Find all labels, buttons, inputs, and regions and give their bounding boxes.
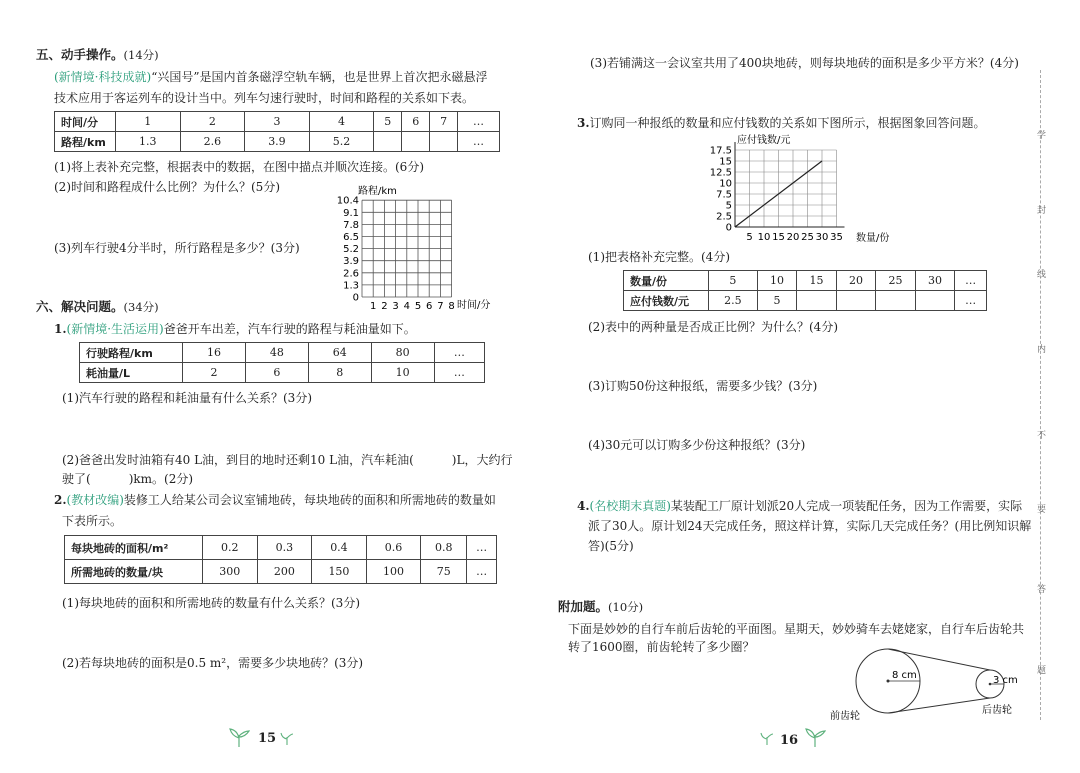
- grid-y-tick: 0: [352, 292, 359, 304]
- table-cell: 2.5: [709, 291, 758, 311]
- table-cell: 4: [309, 112, 374, 132]
- question-text: (2)表中的两种量是否成正比例？为什么？(4分): [588, 320, 838, 334]
- section5-intro-2: 技术应用于客运列车的设计当中。列车匀速行驶时，时间和路程的关系如下表。: [54, 91, 475, 105]
- table-cell: 100: [366, 560, 421, 584]
- front-radius-label: 8 cm: [892, 670, 917, 681]
- section6-title: 六、解决问题。(34分): [36, 299, 159, 314]
- chart-y-tick: 5: [725, 200, 732, 212]
- question-text: (2)若每块地砖的面积是0.5 m²，需要多少块地砖？(3分): [62, 656, 364, 670]
- table-cell: 0.3: [257, 536, 312, 560]
- table-cell: [797, 291, 837, 311]
- table-row-header: 所需地砖的数量/块: [65, 560, 203, 584]
- table-cell: …: [467, 536, 497, 560]
- sprout-icon: [760, 730, 774, 746]
- table-cell: …: [955, 271, 987, 291]
- table-cell: 2: [183, 363, 246, 383]
- table-row: [65, 560, 497, 584]
- question-text: (1)每块地砖的面积和所需地砖的数量有什么关系？(3分): [62, 596, 360, 610]
- chart-ylabel: 应付钱数/元: [737, 135, 791, 146]
- problem-2-text: 下表所示。: [62, 514, 123, 528]
- table-cell: 1: [116, 112, 181, 132]
- chart-x-tick: 5: [746, 232, 753, 243]
- binding-char: 不: [1037, 431, 1047, 441]
- table-cell: …: [467, 560, 497, 584]
- table-cell: 3: [245, 112, 310, 132]
- problem-2: 2.(教材改编)装修工人给某公司会议室铺地砖，每块地砖的面积和所需地砖的数量如: [54, 493, 496, 507]
- table-row-header: 应付钱数/元: [624, 291, 709, 311]
- chart-y-tick: 10: [719, 178, 732, 190]
- table-cell: 10: [371, 363, 434, 383]
- newspaper-table: [623, 270, 987, 311]
- grid-x-tick: 6: [426, 301, 433, 312]
- grid-x-tick: 1: [370, 301, 377, 312]
- question-text: (2)时间和路程成什么比例？为什么？(5分): [54, 180, 280, 194]
- table-cell: 5: [757, 291, 797, 311]
- question-text: (3)若铺满这一会议室共用了400块地砖，则每块地砖的面积是多少平方米？(4分): [590, 56, 1019, 70]
- table-cell: 150: [312, 560, 367, 584]
- question-text: 驶了( )km。(2分): [62, 472, 194, 486]
- gear-diagram: [820, 648, 1035, 726]
- grid-y-tick: 1.3: [343, 280, 359, 292]
- grid-x-tick: 8: [448, 301, 455, 312]
- table-cell: 30: [915, 271, 955, 291]
- grid-y-tick: 10.4: [336, 195, 359, 207]
- problem-4-text: 答)(5分): [588, 539, 634, 553]
- binding-char: 题: [1037, 666, 1047, 676]
- table-row: [55, 132, 500, 152]
- problem-4-text: 派了30人。原计划24天完成任务，照这样计算，实际几天完成任务？(用比例知识解: [588, 519, 1032, 533]
- chart-x-tick: 10: [757, 232, 771, 243]
- grid-x-ticks: [370, 301, 455, 312]
- table-cell: 15: [797, 271, 837, 291]
- binding-char: 线: [1037, 270, 1047, 280]
- table-cell: [402, 132, 430, 152]
- table-cell: 200: [257, 560, 312, 584]
- table-cell: …: [434, 343, 484, 363]
- grid-x-tick: 3: [392, 301, 399, 312]
- grid-y-tick: 3.9: [343, 256, 359, 268]
- table-cell: 20: [836, 271, 876, 291]
- question-text: (1)将上表补充完整，根据表中的数据，在图中描点并顺次连接。(6分): [54, 160, 424, 174]
- grid-x-tick: 4: [403, 301, 410, 312]
- table-cell: 2: [180, 112, 245, 132]
- table-cell: 5: [709, 271, 758, 291]
- chart-x-tick: 35: [830, 232, 843, 243]
- table-row: [65, 536, 497, 560]
- table-cell: …: [458, 132, 500, 152]
- table-cell: 75: [421, 560, 467, 584]
- table-cell: 1.3: [116, 132, 181, 152]
- table-cell: 6: [245, 363, 308, 383]
- extra-text: 下面是妙妙的自行车前后齿轮的平面图。星期天，妙妙骑车去姥姥家，自行车后齿轮共: [568, 622, 1025, 636]
- chart-x-tick: 30: [815, 232, 829, 243]
- chart-y-tick: 12.5: [709, 167, 732, 179]
- table-cell: [374, 132, 402, 152]
- table-cell: …: [955, 291, 987, 311]
- grid-xlabel: 时间/分: [457, 300, 491, 311]
- grid-y-tick: 2.6: [343, 268, 359, 280]
- table-row-header: 行驶路程/km: [80, 343, 183, 363]
- section5-intro: (新情境·科技成就)“兴国号”是国内首条磁浮空轨车辆，也是世界上首次把永磁悬浮: [54, 70, 488, 84]
- page-number: 16: [780, 733, 799, 748]
- table-row-header: 每块地砖的面积/m²: [65, 536, 203, 560]
- chart-x-tick: 25: [801, 232, 814, 243]
- problem-4: 4.(名校期末真题)某装配工厂原计划派20人完成一项装配任务，因为工作需要，实际: [577, 499, 1023, 513]
- table-cell: [430, 132, 458, 152]
- problem-3: 3.订购同一种报纸的数量和应付钱数的关系如下图所示，根据图象回答问题。: [577, 116, 986, 130]
- grid-x-tick: 2: [381, 301, 388, 312]
- table-cell: 5.2: [309, 132, 374, 152]
- table-row-header: 数量/份: [624, 271, 709, 291]
- chart-y-tick: 2.5: [716, 211, 732, 223]
- chart-y-tick: 15: [719, 156, 732, 168]
- price-chart: [702, 130, 912, 244]
- sprout-icon: [804, 726, 826, 748]
- grid-y-tick: 7.8: [343, 219, 359, 231]
- binding-char: 答: [1037, 585, 1047, 595]
- grid-y-tick: 6.5: [343, 232, 359, 243]
- question-text: (2)爸爸出发时油箱有40 L油，到目的地时还剩10 L油，汽车耗油( )L，大约行: [62, 453, 513, 467]
- table-cell: 48: [245, 343, 308, 363]
- grid-ylabel: 路程/km: [358, 186, 397, 197]
- table-cell: [876, 291, 916, 311]
- rear-gear-label: 后齿轮: [982, 705, 1012, 716]
- table-row: [55, 112, 500, 132]
- binding-line: [1040, 70, 1041, 720]
- grid-y-tick: 5.2: [343, 244, 359, 256]
- table-cell: 7: [430, 112, 458, 132]
- section5-title: 五、动手操作。(14分): [36, 47, 159, 62]
- problem-1: 1.(新情境·生活运用)爸爸开车出差，汽车行驶的路程与耗油量如下。: [54, 322, 416, 336]
- chart-x-ticks: [746, 232, 843, 243]
- table-cell: 0.2: [203, 536, 258, 560]
- chart-y-tick: 7.5: [716, 189, 732, 201]
- extra-title: 附加题。(10分): [558, 599, 644, 614]
- grid-y-tick: 9.1: [343, 207, 359, 219]
- table-cell: 5: [374, 112, 402, 132]
- table-cell: [915, 291, 955, 311]
- table-row: [624, 271, 987, 291]
- table-row: [624, 291, 987, 311]
- chart-x-tick: 20: [786, 232, 800, 243]
- table-row: [80, 363, 485, 383]
- sprout-icon: [280, 730, 294, 746]
- blank-grid-chart: [325, 180, 510, 312]
- table-cell: 0.8: [421, 536, 467, 560]
- table-cell: 8: [308, 363, 371, 383]
- chart-xlabel: 数量/份: [856, 233, 890, 244]
- distance-fuel-table: [79, 342, 485, 383]
- table-cell: 6: [402, 112, 430, 132]
- table-row-header: 时间/分: [55, 112, 116, 132]
- chart-y-tick: 17.5: [709, 145, 732, 157]
- page-number: 15: [258, 731, 277, 746]
- table-cell: 64: [308, 343, 371, 363]
- chart-y-tick: 0: [725, 222, 732, 234]
- binding-char: 封: [1037, 206, 1047, 216]
- binding-char: 内: [1037, 345, 1047, 355]
- time-distance-table: [54, 111, 500, 152]
- table-cell: 300: [203, 560, 258, 584]
- table-cell: [836, 291, 876, 311]
- table-cell: …: [458, 112, 500, 132]
- rear-radius-label: 3 cm: [993, 675, 1018, 686]
- table-row: [80, 343, 485, 363]
- table-cell: 10: [757, 271, 797, 291]
- table-row-header: 耗油量/L: [80, 363, 183, 383]
- grid-y-ticks: [337, 196, 359, 304]
- table-row-header: 路程/km: [55, 132, 116, 152]
- table-cell: 0.4: [312, 536, 367, 560]
- table-cell: …: [434, 363, 484, 383]
- table-cell: 2.6: [180, 132, 245, 152]
- question-text: (3)列车行驶4分半时，所行路程是多少？(3分): [54, 241, 300, 255]
- tile-table: [64, 535, 497, 584]
- grid-x-tick: 7: [437, 301, 444, 312]
- question-text: (1)汽车行驶的路程和耗油量有什么关系？(3分): [62, 391, 312, 405]
- binding-char: 学: [1037, 131, 1047, 141]
- sprout-icon: [228, 726, 250, 748]
- table-cell: 80: [371, 343, 434, 363]
- table-cell: 25: [876, 271, 916, 291]
- front-gear-label: 前齿轮: [830, 711, 860, 722]
- chart-y-ticks: [710, 146, 732, 234]
- extra-text: 转了1600圈，前齿轮转了多少圈？: [568, 640, 755, 654]
- binding-char: 要: [1037, 505, 1047, 515]
- table-cell: 0.6: [366, 536, 421, 560]
- table-cell: 16: [183, 343, 246, 363]
- question-text: (1)把表格补充完整。(4分): [588, 250, 730, 264]
- question-text: (3)订购50份这种报纸，需要多少钱？(3分): [588, 379, 818, 393]
- table-cell: 3.9: [245, 132, 310, 152]
- grid-x-tick: 5: [414, 301, 422, 312]
- grid-lines: [362, 200, 452, 297]
- question-text: (4)30元可以订购多少份这种报纸？(3分): [588, 438, 806, 452]
- chart-x-tick: 15: [772, 232, 785, 243]
